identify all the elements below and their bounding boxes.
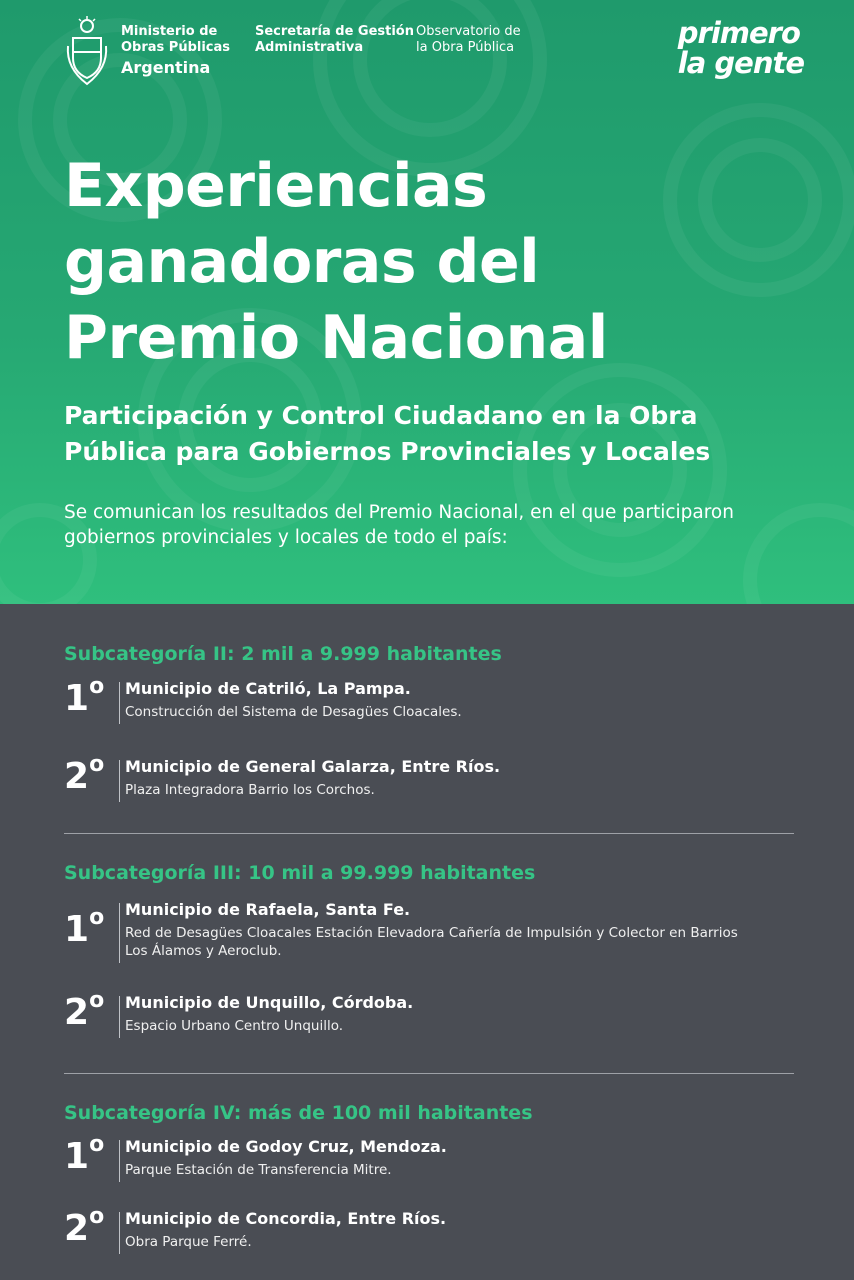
project-description: Parque Estación de Transferencia Mitre. [125,1162,392,1178]
section-divider [64,1073,794,1074]
entry-divider-line [119,903,120,963]
entry-divider-line [119,760,120,802]
municipality-name: Municipio de Unquillo, Córdoba. [125,993,414,1012]
observatorio-line-1: Observatorio de [416,24,521,39]
brand-line-1: primero [677,16,800,50]
brand-line-2: la gente [677,46,804,80]
title-line-3: Premio Nacional [64,303,608,373]
municipality-name: Municipio de Godoy Cruz, Mendoza. [125,1137,447,1156]
entry-divider-line [119,996,120,1038]
result-entry [64,1204,744,1264]
project-description: Red de Desagües Cloacales Estación Elevadora Cañería de Impulsión y Colector en Barrios Los Álamos y Aeroclub. [125,925,738,959]
section-heading: Subcategoría IV: más de 100 mil habitantes [64,1102,533,1124]
project-description: Espacio Urbano Centro Unquillo. [125,1018,344,1034]
section-heading: Subcategoría III: 10 mil a 99.999 habitantes [64,862,536,884]
subtitle-line-1: Participación y Control Ciudadano en la Obra [64,401,698,430]
hero-banner [0,0,854,604]
municipality-name: Municipio de Concordia, Entre Ríos. [125,1209,447,1228]
municipality-name: Municipio de General Galarza, Entre Ríos. [125,757,501,776]
ministry-line-3: Argentina [121,58,211,77]
result-entry [64,1132,744,1192]
place-number: 2$^o$ [64,752,105,797]
entry-divider-line [119,682,120,724]
intro-line-1: Se comunican los resultados del Premio Nacional, en el que participaron [64,502,734,523]
project-description: Plaza Integradora Barrio los Corchos. [125,782,375,798]
title-line-1: Experiencias [64,151,488,221]
project-description: Construcción del Sistema de Desagües Cloacales. [125,704,462,720]
intro-text [64,500,804,550]
observatorio-line-2: la Obra Pública [416,40,515,55]
result-entry [64,988,744,1048]
entry-divider-line [119,1212,120,1254]
intro-line-2: gobiernos provinciales y locales de todo el país: [64,527,508,548]
entry-divider-line [119,1140,120,1182]
title-line-2: ganadoras del [64,227,540,297]
result-entry [64,752,744,812]
header-logos [64,16,804,88]
subtitle [64,398,804,470]
result-entry [64,899,744,959]
secretaria-line-1: Secretaría de Gestión [255,24,414,39]
place-number: 2$^o$ [64,988,105,1033]
result-entry [64,674,744,734]
place-number: 2$^o$ [64,1204,105,1249]
ministry-line-1: Ministerio de [121,24,218,39]
place-number: 1$^o$ [64,1132,105,1177]
municipality-name: Municipio de Rafaela, Santa Fe. [125,900,411,919]
page-title [64,148,608,376]
project-description: Obra Parque Ferré. [125,1234,252,1250]
place-number: 1$^o$ [64,905,105,950]
brand-logo [678,18,804,78]
section-divider [64,833,794,834]
place-number: 1$^o$ [64,674,105,719]
argentina-coat-of-arms-icon [64,16,110,86]
section-heading: Subcategoría II: 2 mil a 9.999 habitantes [64,643,502,665]
secretaria-line-2: Administrativa [255,40,364,55]
municipality-name: Municipio de Catriló, La Pampa. [125,679,411,698]
ministry-line-2: Obras Públicas [121,40,231,55]
subtitle-line-2: Pública para Gobiernos Provinciales y Locales [64,437,711,466]
